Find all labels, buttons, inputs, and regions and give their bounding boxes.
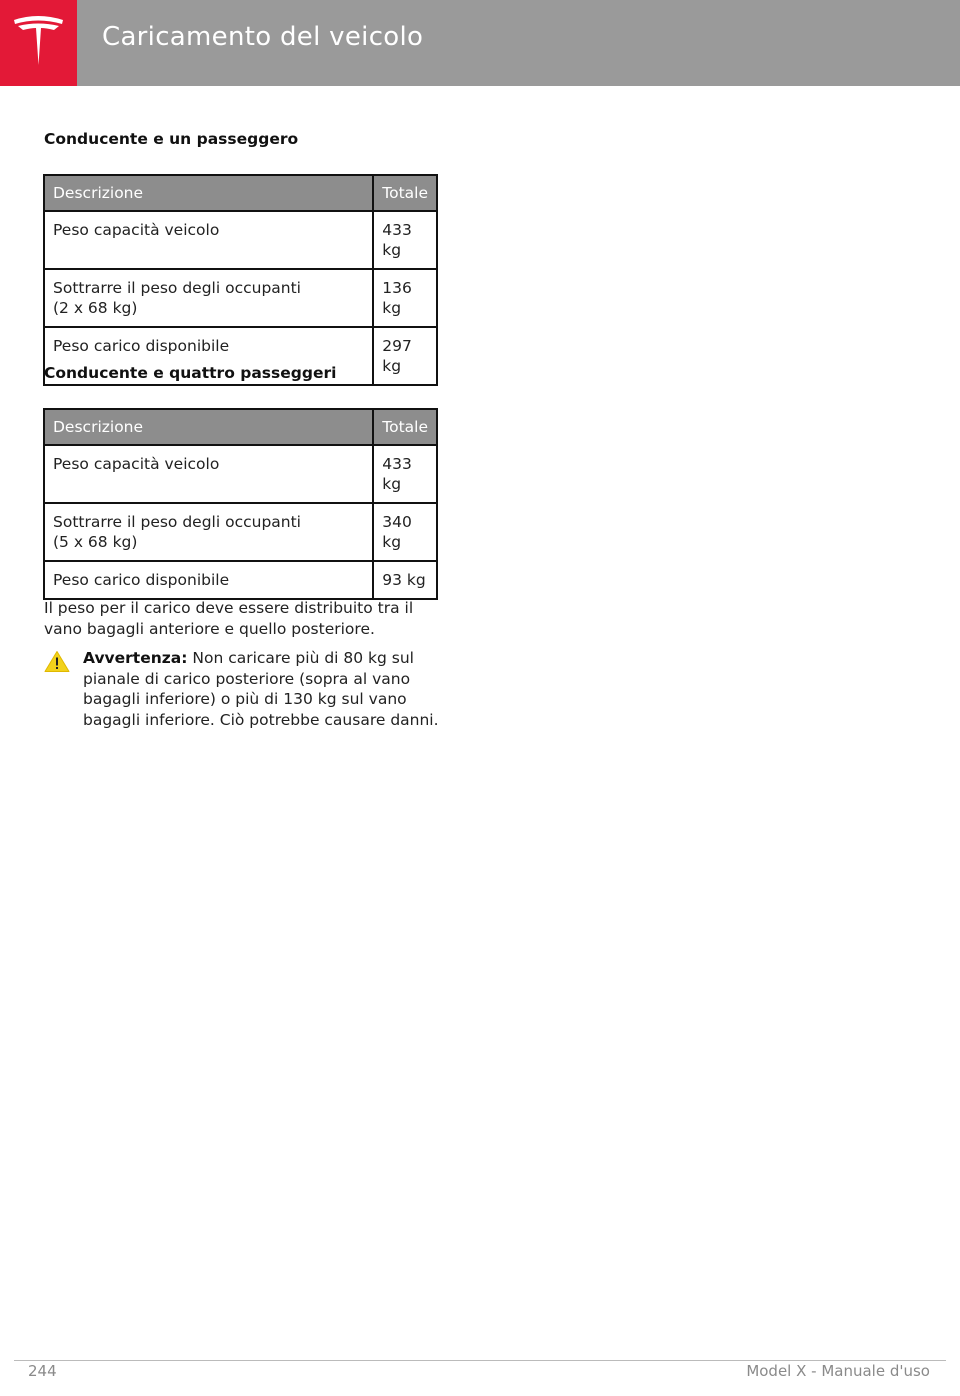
warning-note: [83, 648, 445, 730]
table-one-passenger: [43, 174, 438, 386]
row-description: Sottrarre il peso degli occupanti (2 x 68 kg): [44, 269, 373, 327]
column-header-description: Descrizione: [44, 175, 373, 211]
logo-box: [0, 0, 77, 86]
table-header-row: [44, 175, 437, 211]
table-row: [44, 211, 437, 269]
table-header-row: [44, 409, 437, 445]
distribution-paragraph: Il peso per il carico deve essere distribuito tra il vano bagagli anteriore e quello posteriore.: [44, 599, 414, 638]
row-total: 433 kg: [373, 211, 437, 269]
row-total: 93 kg: [373, 561, 437, 599]
table-row: [44, 269, 437, 327]
tesla-logo-icon: [12, 15, 65, 67]
section-title-four-passengers: Conducente e quattro passeggeri: [44, 364, 337, 382]
footer-divider: [14, 1360, 946, 1361]
column-header-total: Totale: [373, 409, 437, 445]
page-header: [0, 0, 960, 86]
section-title-one-passenger: Conducente e un passeggero: [44, 130, 299, 148]
row-total: 136 kg: [373, 269, 437, 327]
warning-icon: [44, 650, 70, 673]
table-four-passengers: [43, 408, 438, 600]
row-description: Peso capacità veicolo: [44, 211, 373, 269]
row-total: 433 kg: [373, 445, 437, 503]
table-row: [44, 503, 437, 561]
table-row: [44, 561, 437, 599]
page-title: Caricamento del veicolo: [102, 22, 424, 52]
document-title: Model X - Manuale d'uso: [746, 1362, 930, 1380]
warning-body: Non caricare più di 80 kg sul pianale di carico posteriore (sopra al vano bagagli inferiore) o più di 130 kg sul vano bagagli inferiore. Ciò potrebbe causare danni.: [83, 649, 439, 729]
page-number: 244: [28, 1362, 57, 1380]
table-row: [44, 445, 437, 503]
column-header-description: Descrizione: [44, 409, 373, 445]
row-description: Sottrarre il peso degli occupanti (5 x 68 kg): [44, 503, 373, 561]
row-description: Peso carico disponibile: [44, 561, 373, 599]
column-header-total: Totale: [373, 175, 437, 211]
row-total: 340 kg: [373, 503, 437, 561]
row-description: Peso capacità veicolo: [44, 445, 373, 503]
warning-lead: Avvertenza:: [83, 649, 188, 667]
row-total: 297 kg: [373, 327, 437, 385]
row-description: Peso carico disponibile: [44, 327, 373, 385]
